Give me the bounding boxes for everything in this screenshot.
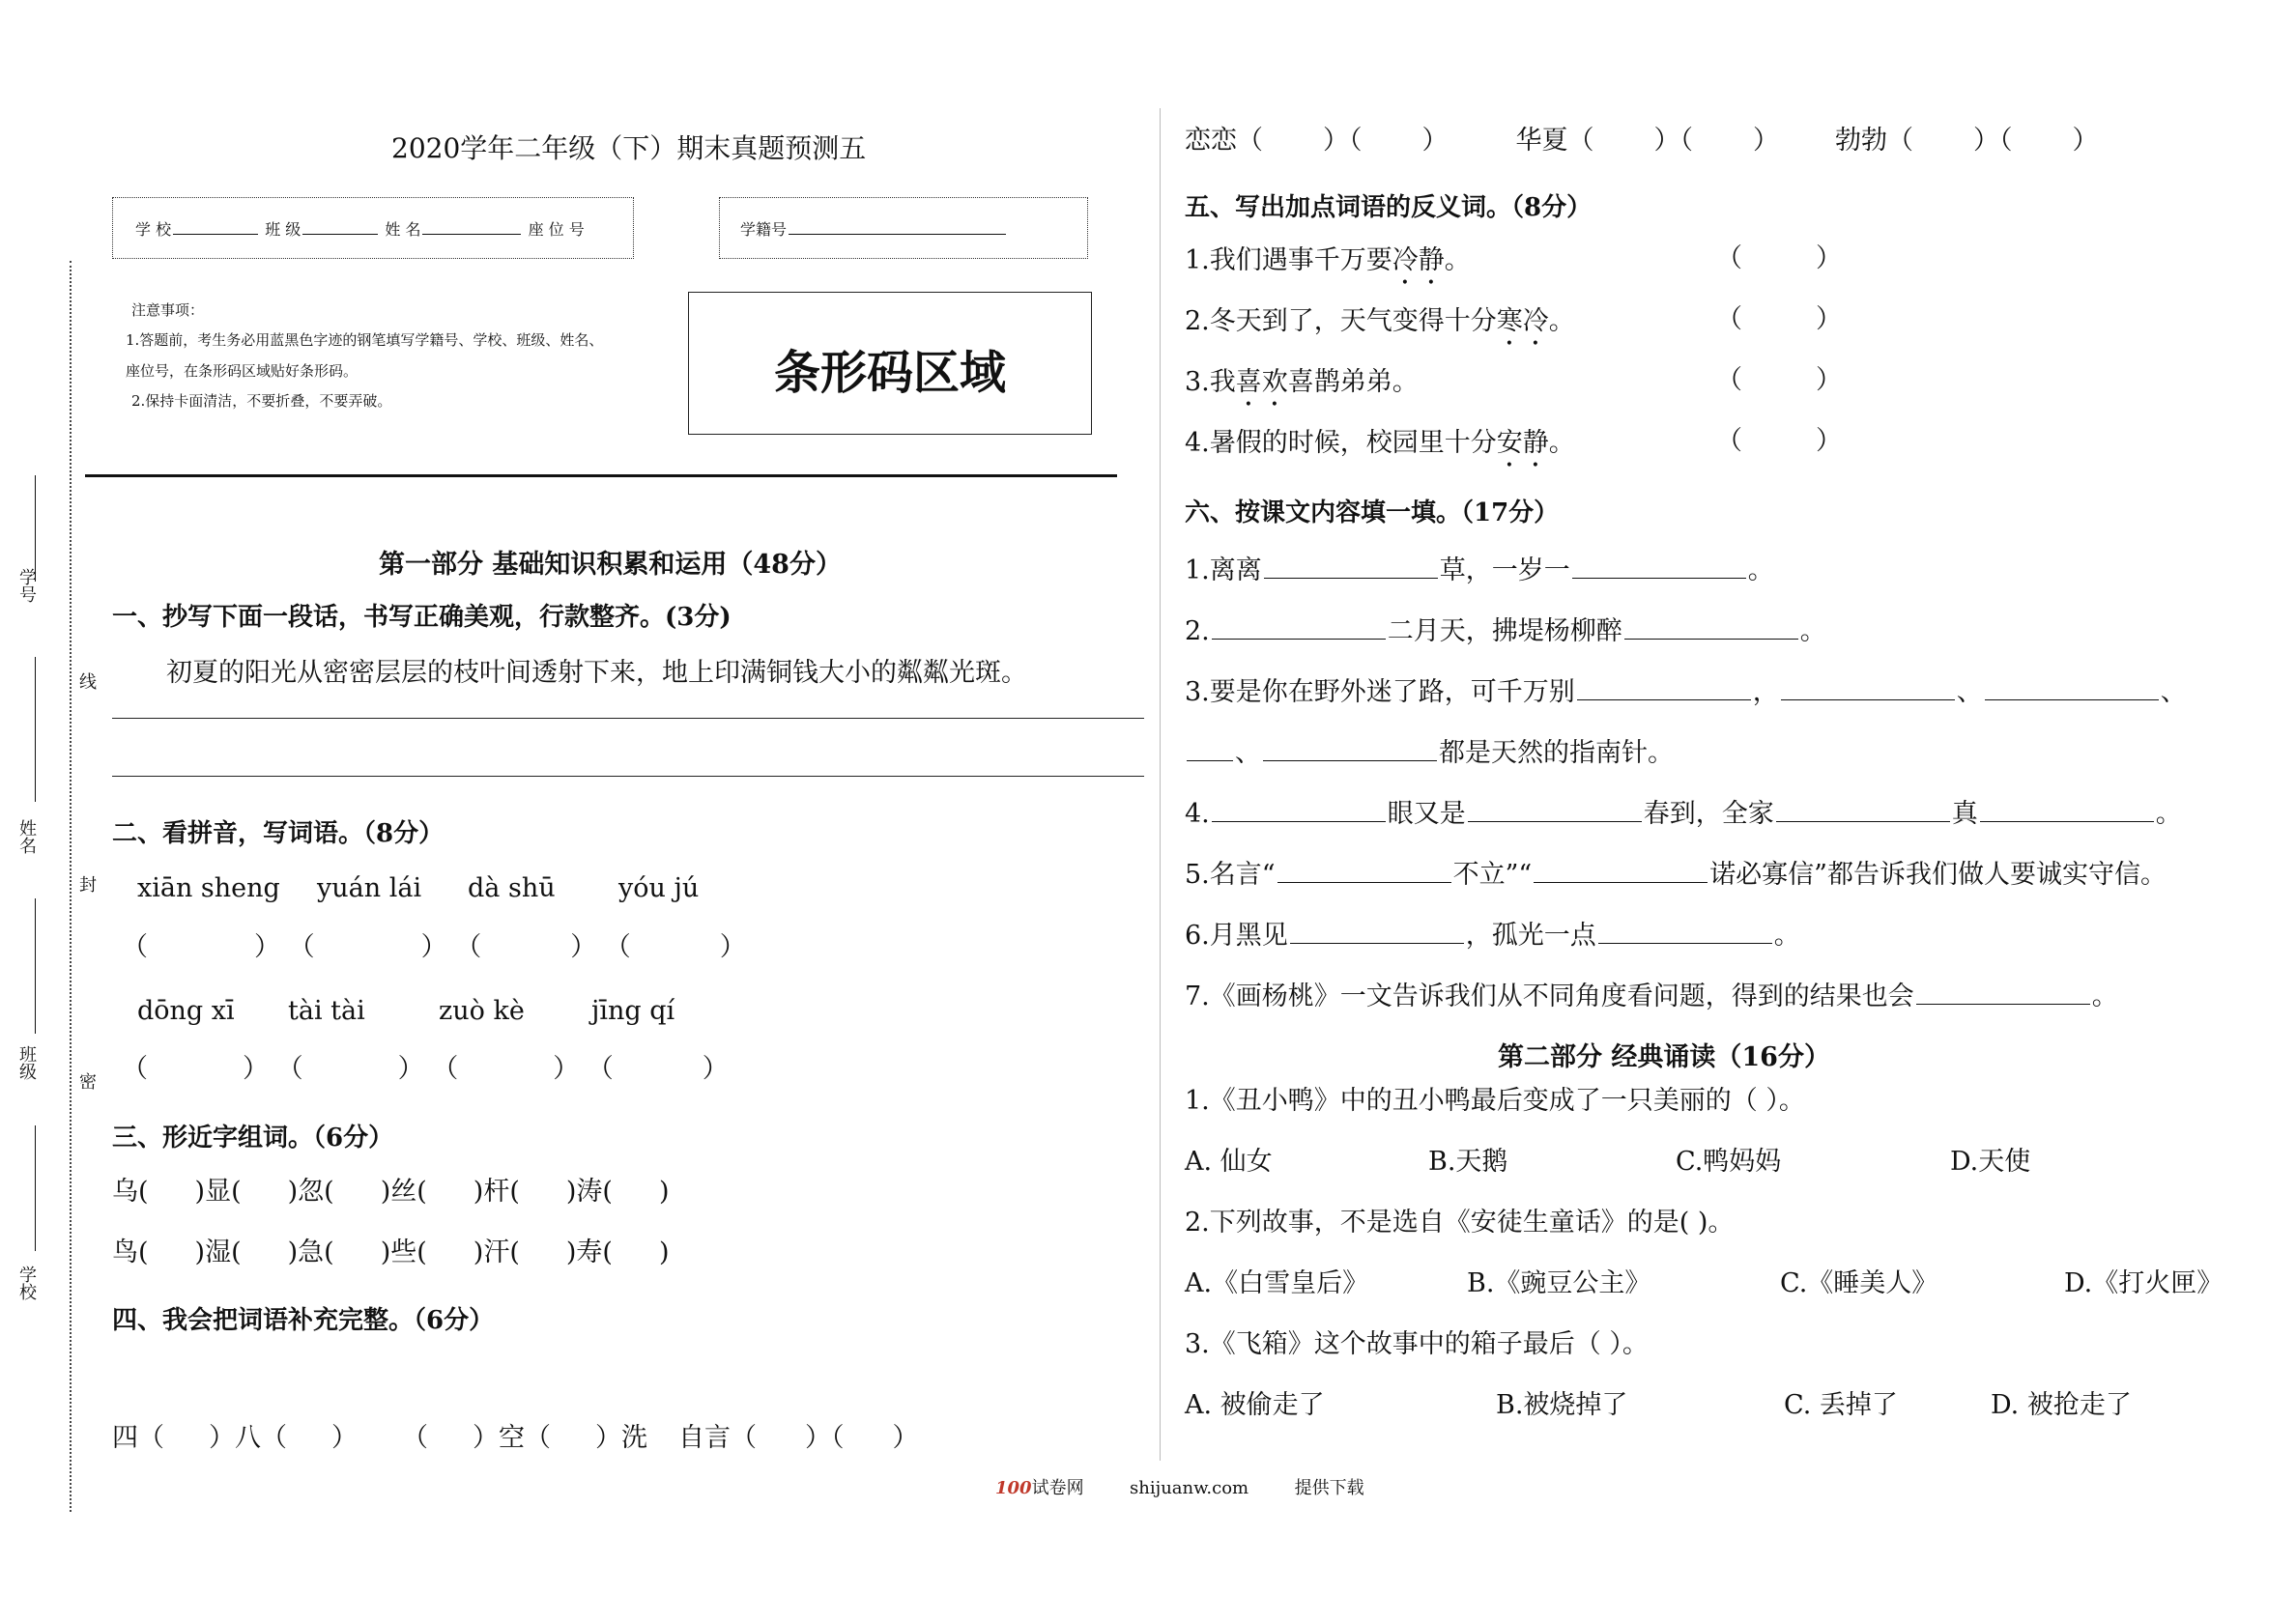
idiom-fill-row: 四（ ）八（ ） （ ）空（ ）洗 自言（ ）（ ） — [112, 1423, 919, 1453]
label-seat: 座 位 号 — [528, 220, 585, 239]
antonym-item-1: 1.我们遇事千万要冷静。 — [1185, 245, 1471, 275]
footer-note: 提供下载 — [1294, 1478, 1364, 1498]
answer-blank[interactable] — [1985, 676, 2159, 700]
fill-line-3b: 、 都是天然的指南针。 — [1185, 737, 1674, 766]
part2-q2-opt-d[interactable]: D.《打火匣》 — [2064, 1268, 2224, 1298]
answer-blank[interactable] — [1212, 615, 1386, 640]
section4-heading: 四、我会把词语补充完整。（6分） — [112, 1306, 495, 1335]
margin-mark-feng: 封 — [76, 875, 97, 893]
answer-blank[interactable] — [1468, 798, 1642, 822]
antonym-paren-1: （ ） — [1716, 243, 1842, 273]
answer-blank[interactable] — [1776, 798, 1950, 822]
section1-heading: 一、抄写下面一段话，书写正确美观，行款整齐。(3分) — [112, 603, 732, 632]
section1-text: 初夏的阳光从密密层层的枝叶间透射下来，地上印满铜钱大小的粼粼光斑。 — [166, 658, 1027, 688]
margin-line-xuexiao — [35, 1125, 36, 1251]
student-id-row — [740, 220, 1008, 239]
copy-line-1[interactable] — [112, 718, 1144, 719]
part2-q1-opt-d[interactable]: D.天使 — [1950, 1147, 2031, 1177]
answer-blank[interactable] — [1572, 555, 1746, 579]
footer — [995, 1480, 1364, 1497]
notice-heading: 注意事项： — [131, 301, 205, 319]
section6-heading: 六、按课文内容填一填。（17分） — [1185, 498, 1560, 527]
section2-heading: 二、看拼音，写词语。（8分） — [112, 819, 445, 848]
margin-line-xuehao — [35, 475, 36, 582]
part2-q1: 1.《丑小鸭》中的丑小鸭最后变成了一只美丽的（ ）。 — [1185, 1086, 1805, 1116]
part2-q2-opt-c[interactable]: C.《睡美人》 — [1780, 1268, 1938, 1298]
notice-line-2: 座位号，在条形码区域贴好条形码。 — [126, 362, 359, 380]
answer-blank[interactable] — [1781, 676, 1955, 700]
label-name: 姓 名 — [385, 220, 421, 239]
header-separator — [85, 474, 1117, 477]
part2-heading: 第二部分 经典诵读（16分） — [1498, 1042, 1830, 1072]
answer-row-2: （ ） （ ） （ ） （ ） — [122, 1054, 729, 1084]
part2-q3-opt-c[interactable]: C. 丢掉了 — [1784, 1390, 1898, 1420]
page-title: 2020学年二年级（下）期末真题预测五 — [391, 132, 867, 164]
antonym-paren-4: （ ） — [1716, 426, 1842, 456]
answer-blank[interactable] — [1264, 555, 1438, 579]
label-school: 学 校 — [135, 220, 172, 239]
part2-q2-opt-a[interactable]: A.《白雪皇后》 — [1185, 1268, 1369, 1298]
answer-blank[interactable] — [1598, 920, 1772, 944]
label-class: 班 级 — [265, 220, 301, 239]
school-field[interactable] — [173, 220, 258, 235]
answer-blank[interactable] — [1980, 798, 2154, 822]
pinyin-4: yóu jú — [618, 873, 700, 903]
part1-heading: 第一部分 基础知识积累和运用（48分） — [379, 550, 842, 580]
part2-q3-opt-b[interactable]: B.被烧掉了 — [1496, 1390, 1628, 1420]
part2-q3-opt-d[interactable]: D. 被抢走了 — [1991, 1390, 2132, 1420]
answer-blank[interactable] — [1577, 676, 1751, 700]
part2-q3-opt-a[interactable]: A. 被偷走了 — [1185, 1390, 1325, 1420]
similar-chars-row-1: 乌( )显( )忽( )丝( )杆( )涛( ) — [112, 1177, 670, 1207]
margin-label-xuehao: 学号 — [16, 568, 37, 603]
copy-line-2[interactable] — [112, 776, 1144, 777]
barcode-area-label: 条形码区域 — [773, 346, 1006, 400]
fill-line-2: 2. 二月天，拂堤杨柳醉 。 — [1185, 616, 1826, 646]
answer-blank[interactable] — [1534, 859, 1708, 883]
binding-dotted-line — [70, 261, 72, 1512]
label-student-id: 学籍号 — [740, 220, 788, 239]
notice-line-1: 1.答题前，考生务必用蓝黑色字迹的钢笔填写学籍号、学校、班级、姓名、 — [126, 331, 604, 349]
pinyin-3: dà shū — [468, 873, 556, 903]
right-top-line: 恋恋（ ）（ ） 华夏（ ）（ ） 勃勃（ ）（ ） — [1185, 126, 2099, 156]
answer-blank[interactable] — [1290, 920, 1464, 944]
pinyin-6: tài tài — [288, 996, 365, 1026]
part2-q1-opt-b[interactable]: B.天鹅 — [1428, 1147, 1508, 1177]
fill-line-6: 6.月黑见 ，孤光一点 。 — [1185, 921, 1800, 951]
margin-mark-mi: 密 — [76, 1072, 97, 1090]
footer-site-name: 试卷网 — [1031, 1478, 1084, 1498]
section5-heading: 五、写出加点词语的反义词。（8分） — [1185, 193, 1593, 222]
section3-heading: 三、形近字组词。（6分） — [112, 1124, 394, 1152]
margin-line-xingming — [35, 657, 36, 802]
answer-blank[interactable] — [1212, 798, 1386, 822]
antonym-item-4: 4.暑假的时候，校园里十分安静。 — [1185, 428, 1575, 458]
antonym-item-2: 2.冬天到了，天气变得十分寒冷。 — [1185, 306, 1575, 336]
pinyin-2: yuán lái — [317, 873, 422, 903]
part2-q2-opt-b[interactable]: B.《豌豆公主》 — [1467, 1268, 1651, 1298]
antonym-paren-3: （ ） — [1716, 365, 1842, 395]
pinyin-5: dōng xī — [137, 996, 235, 1026]
student-id-field[interactable] — [789, 220, 1006, 235]
answer-blank[interactable] — [1624, 615, 1798, 640]
footer-url[interactable]: shijuanw.com — [1130, 1478, 1249, 1498]
answer-blank[interactable] — [1187, 737, 1233, 761]
info-row — [135, 220, 585, 239]
margin-line-banji — [35, 898, 36, 1034]
pinyin-8: jīng qí — [591, 996, 675, 1026]
answer-blank[interactable] — [1263, 737, 1437, 761]
fill-line-4: 4. 眼又是 春到，全家 真 。 — [1185, 799, 2182, 829]
part2-q1-opt-a[interactable]: A. 仙女 — [1185, 1147, 1273, 1177]
class-field[interactable] — [302, 220, 378, 235]
answer-blank[interactable] — [1916, 981, 2090, 1005]
name-field[interactable] — [422, 220, 521, 235]
margin-label-xuexiao: 学校 — [16, 1266, 37, 1300]
fill-line-7: 7.《画杨桃》一文告诉我们从不同角度看问题，得到的结果也会 。 — [1185, 982, 2118, 1011]
fill-line-3: 3.要是你在野外迷了路，可千万别 ， 、 、 — [1185, 677, 2187, 707]
answer-row-1: （ ） （ ） （ ） （ ） — [122, 932, 746, 962]
margin-mark-xian: 线 — [76, 672, 97, 690]
antonym-item-3: 3.我喜欢喜鹊弟弟。 — [1185, 367, 1419, 397]
antonym-paren-2: （ ） — [1716, 304, 1842, 334]
similar-chars-row-2: 鸟( )湿( )急( )些( )汗( )寿( ) — [112, 1238, 670, 1267]
part2-q2: 2.下列故事，不是选自《安徒生童话》的是( )。 — [1185, 1208, 1735, 1238]
notice-line-3: 2.保持卡面清洁，不要折叠，不要弄破。 — [131, 392, 392, 410]
pinyin-7: zuò kè — [439, 996, 525, 1026]
margin-label-xingming: 姓名 — [16, 819, 37, 854]
footer-logo: 100 — [995, 1478, 1032, 1498]
part2-q3: 3.《飞箱》这个故事中的箱子最后（ ）。 — [1185, 1329, 1649, 1359]
part2-q1-opt-c[interactable]: C.鸭妈妈 — [1676, 1147, 1782, 1177]
column-divider — [1160, 108, 1161, 1461]
answer-blank[interactable] — [1277, 859, 1451, 883]
pinyin-1: xiān sheng — [137, 873, 280, 903]
barcode-area — [688, 292, 1092, 435]
fill-line-5: 5.名言“ 不立”“ 诺必寡信”都告诉我们做人要诚实守信。 — [1185, 860, 2167, 890]
margin-label-banji: 班级 — [16, 1045, 37, 1080]
fill-line-1: 1.离离 草，一岁一 。 — [1185, 555, 1774, 585]
